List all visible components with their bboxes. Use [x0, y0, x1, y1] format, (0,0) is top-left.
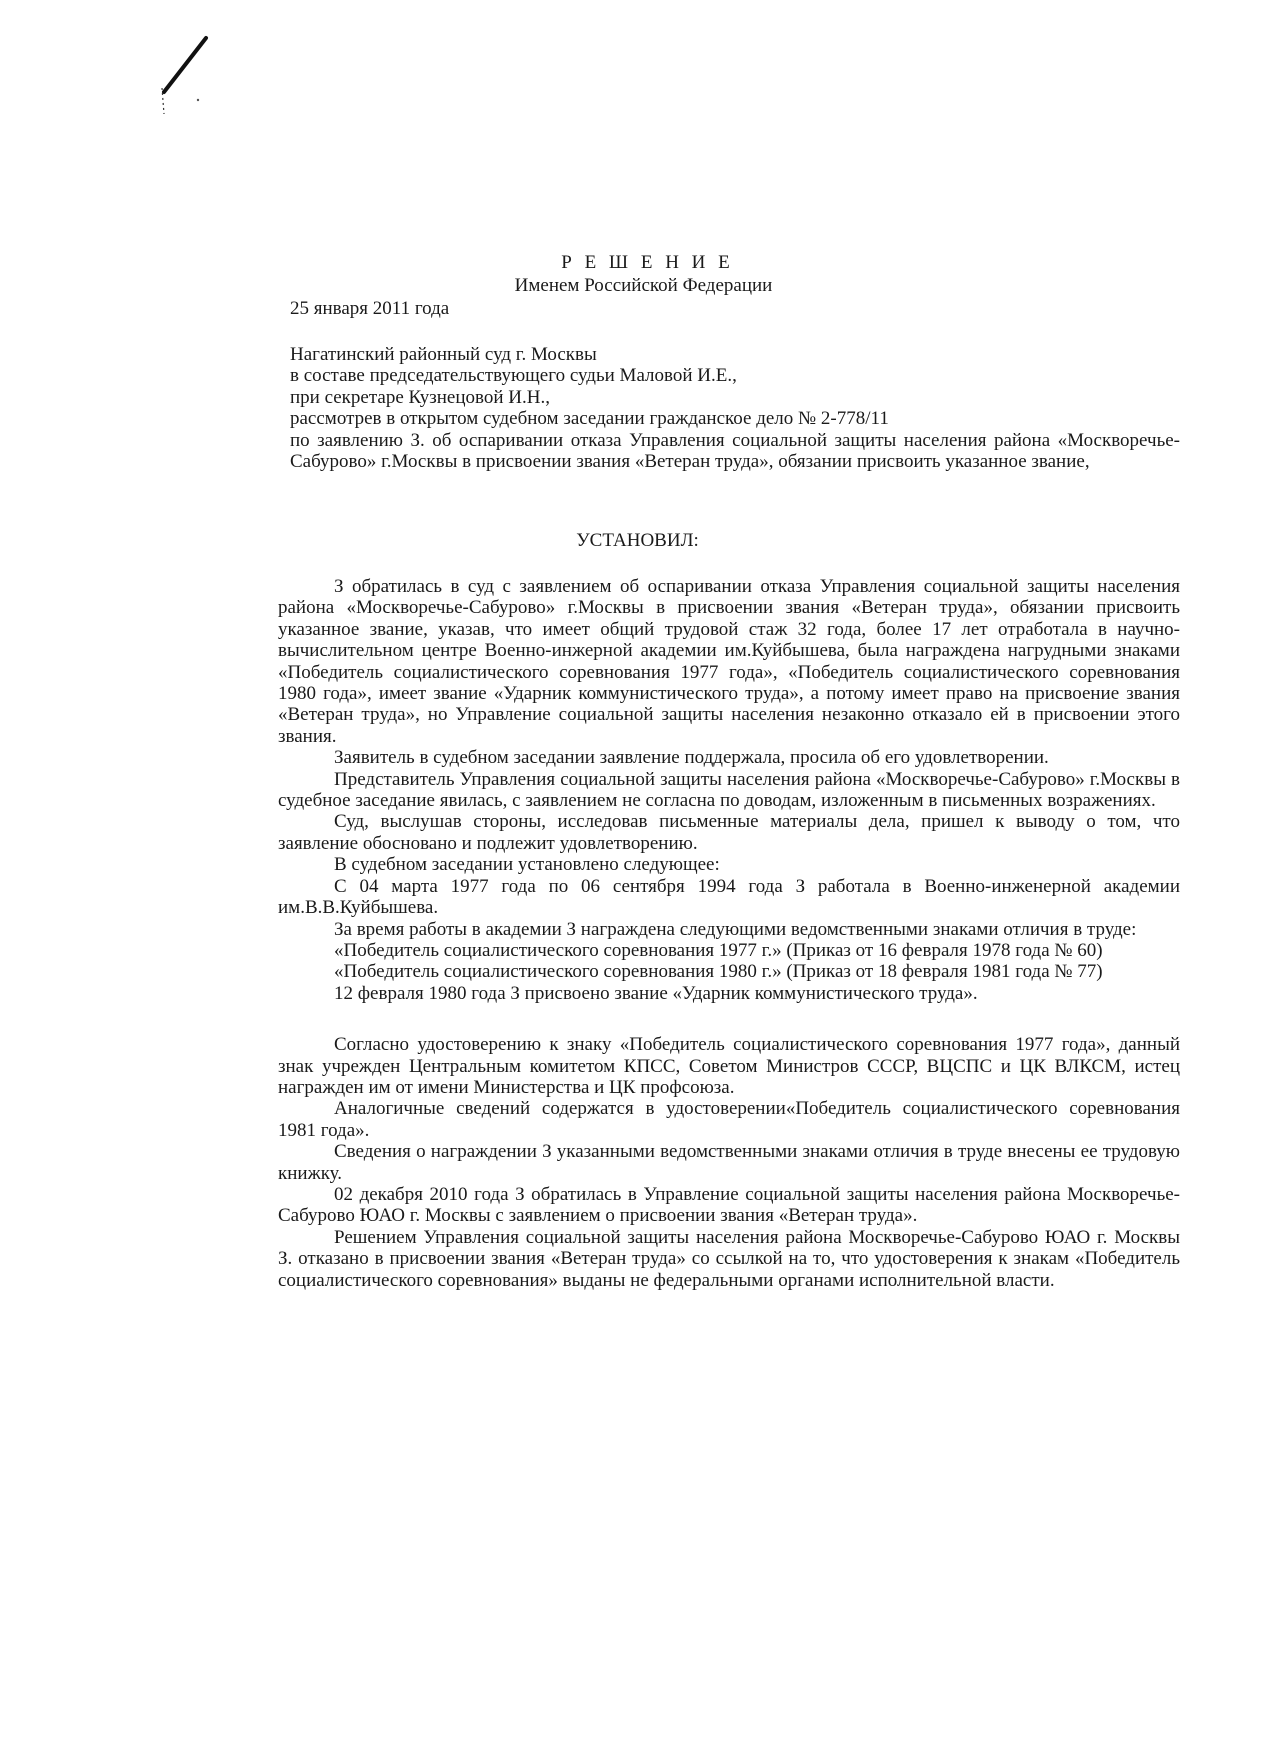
paragraph: Представитель Управления социальной защиты населения района «Москворечье-Сабурово» г.Москвы в судебное заседание явилась, с заявлением не согласна по доводам, изложенным в письменных возражениях. — [278, 768, 1180, 812]
paragraph: Аналогичные сведений содержатся в удостоверении«Победитель социалистического соревнования 1981 года». — [278, 1098, 1180, 1141]
paragraph: За время работы в академии З награждена следующими ведомственными знаками отличия в труде: — [334, 918, 1137, 940]
claim-description: по заявлению З. об оспаривании отказа Управления социальной защиты населения района «Москворечье-Сабурово» г.Москвы в присвоении звания «Ветеран труда», обязании присвоить указанное звание, — [290, 429, 1180, 473]
court-composition: в составе председательствующего судьи Маловой И.Е., — [290, 365, 737, 387]
section-heading-ustanovil: УСТАНОВИЛ: — [576, 530, 699, 551]
document-date: 25 января 2011 года — [290, 298, 450, 319]
paragraph: 02 декабря 2010 года З обратилась в Управление социальной защиты населения района Москворечье-Сабурово ЮАО г. Москвы с заявлением о присвоении звания «Ветеран труда». — [278, 1183, 1180, 1227]
intro-block — [290, 344, 1180, 472]
paragraph: Сведения о награждении З указанными ведомственными знаками отличия в труде внесены ее трудовую книжку. — [278, 1141, 1180, 1184]
paragraph: «Победитель социалистического соревнования 1977 г.» (Приказ от 16 февраля 1978 года № 60) — [334, 939, 1103, 961]
case-hearing: рассмотрев в открытом судебном заседании гражданское дело № 2-778/11 — [290, 408, 889, 430]
paragraph: Решением Управления социальной защиты населения района Москворечье-Сабурово ЮАО г. Москвы З. отказано в присвоении звания «Ветеран труда» со ссылкой на то, что удостоверения к знакам «Победитель социалистического соревнования» выданы не федеральными органами исполнительной власти. — [278, 1226, 1180, 1291]
handwritten-mark — [150, 30, 220, 120]
document-subtitle: Именем Российской Федерации — [514, 275, 773, 296]
paragraph: В судебном заседании установлено следующее: — [334, 854, 720, 876]
document-body — [278, 576, 1180, 1291]
paragraph: Заявитель в судебном заседании заявление поддержала, просила об его удовлетворении. — [334, 747, 1049, 769]
court-name: Нагатинский районный суд г. Москвы — [290, 344, 597, 365]
paragraph: «Победитель социалистического соревнования 1980 г.» (Приказ от 18 февраля 1981 года № 77) — [334, 961, 1103, 983]
paragraph: З обратилась в суд с заявлением об оспаривании отказа Управления социальной защиты населения района «Москворечье-Сабурово» г.Москвы в присвоении звания «Ветеран труда», обязании присвоить указанное звание, указав, что имеет общий трудовой стаж 32 года, более 17 лет отработала в научно-вычислительном центре Военно-инжерной академии им.Куйбышева, была награждена нагрудными знаками «Победитель социалистического соревнования 1977 года», «Победитель социалистического соревнования 1980 года», имеет звание «Ударник коммунистического труда», а потому имеет право на присвоение звания «Ветеран труда», но Управление социальной защиты населения незаконно отказало ей в присвоении этого звания. — [278, 576, 1180, 747]
paragraph: Согласно удостоверению к знаку «Победитель социалистического соревнования 1977 года», данный знак учрежден Центральным комитетом КПСС, Советом Министров СССР, ВЦСПС и ЦК ВЛКСМ, истец награжден им от имени Министерства и ЦК профсоюза. — [278, 1034, 1180, 1098]
paragraph: С 04 марта 1977 года по 06 сентября 1994 года З работала в Военно-инженерной академии им.В.В.Куйбышева. — [278, 875, 1180, 919]
paragraph: 12 февраля 1980 года З присвоено звание «Ударник коммунистического труда». — [334, 982, 978, 1004]
document-title: Р Е Ш Е Н И Е — [561, 252, 734, 273]
court-secretary: при секретаре Кузнецовой И.Н., — [290, 386, 550, 408]
paragraph: Суд, выслушав стороны, исследовав письменные материалы дела, пришел к выводу о том, что заявление обосновано и подлежит удовлетворению. — [278, 811, 1180, 854]
